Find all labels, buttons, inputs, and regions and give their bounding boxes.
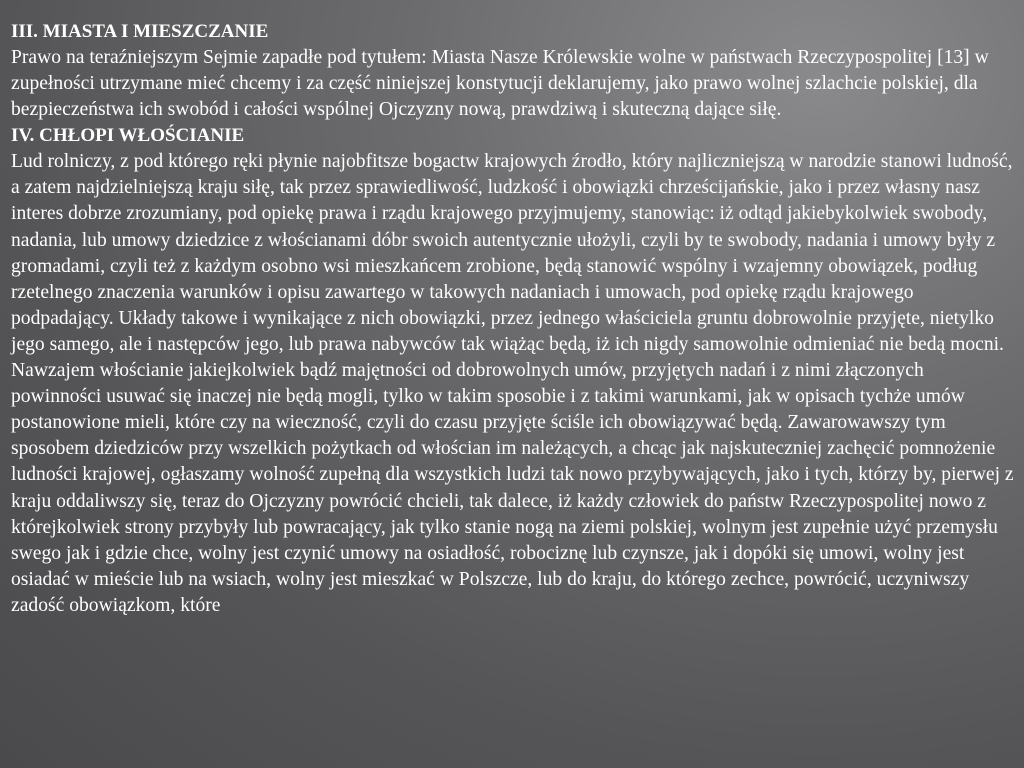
section-text-chlopi: Lud rolniczy, z pod którego ręki płynie najobfitsze bogactw krajowych źrodło, który najliczniejszą w narodzie stanowi ludność, a zatem najdzielniejszą kraju siłę, tak przez sprawiedliwość, ludzkość i obowiązki chrześcijańskie, jako i przez własny nasz interes dobrze zrozumiany, pod opiekę prawa i rządu krajowego przyjmujemy, stanowiąc: iż odtąd jakiebykolwiek swobody, nadania, lub umowy dziedzice z włościanami dóbr swoich autentycznie ułożyli, czyli by te swobody, nadania i umowy były z gromadami, czyli też z każdym osobno wsi mieszkańcem zrobione, będą stanowić wspólny i wzajemny obowiązek, podług rzetelnego znaczenia warunków i opisu zawartego w takowych nadaniach i umowach, pod opiekę rządu krajowego podpadający. Układy takowe i wynikające z nich obowiązki, przez jednego właściciela gruntu dobrowolnie przyjęte, nietylko jego samego, ale i następców jego, lub prawa nabywców tak wiążąc będą, iż ich nigdy samowolnie odmieniać nie bedą mocni. Nawzajem włościanie jakiejkolwiek bądź majętności od dobrowolnych umów, przyjętych nadań i z nimi złączonych powinności usuwać się inaczej nie będą mogli, tylko w takim sposobie i z takimi warunkami, jak w opisach tychże umów postanowione mieli, które czy na wieczność, czyli do czasu przyjęte ściśle ich obowiązywać będą. Zawarowawszy tym sposobem dziedziców przy wszelkich pożytkach od włościan im należących, a chcąc jak najskuteczniej zachęcić pomnożenie ludności krajowej, ogłaszamy wolność zupełną dla wszystkich ludzi tak nowo przybywających, jako i tych, którzy by, pierwej z kraju oddaliwszy się, teraz do Ojczyzny powrócić chcieli, tak dalece, iż każdy człowiek do państw Rzeczypospolitej nowo z którejkolwiek strony przybyły lub powracający, jak tylko stanie nogą na ziemi polskiej, wolnym jest zupełnie użyć przemysłu swego jak i gdzie chce, wolny jest czynić umowy na osiadłość, robociznę lub czynsze, jak i dopóki się umowi, wolny jest osiadać w mieście lub na wsiach, wolny jest mieszkać w Polszcze, lub do kraju, do którego zechce, powrócić, uczyniwszy zadość obowiązkom, które — [11, 151, 1014, 616]
section-heading-miasta: III. MIASTA I MIESZCZANIE — [11, 21, 269, 42]
section-heading-chlopi: IV. CHŁOPI WŁOŚCIANIE — [11, 125, 245, 147]
document-body — [11, 19, 1017, 619]
section-text-miasta: Prawo na teraźniejszym Sejmie zapadłe pod tytułem: Miasta Nasze Królewskie wolne w państwach Rzeczypospolitej [13] w zupełności utrzymane mieć chcemy i za część niniejszej konstytucji deklarujemy, jako prawo wolnej szlachcie polskiej, dla bezpieczeństwa ich swobód i całości wspólnej Ojczyzny nową, prawdziwą i skuteczną dające siłę. — [11, 47, 989, 121]
